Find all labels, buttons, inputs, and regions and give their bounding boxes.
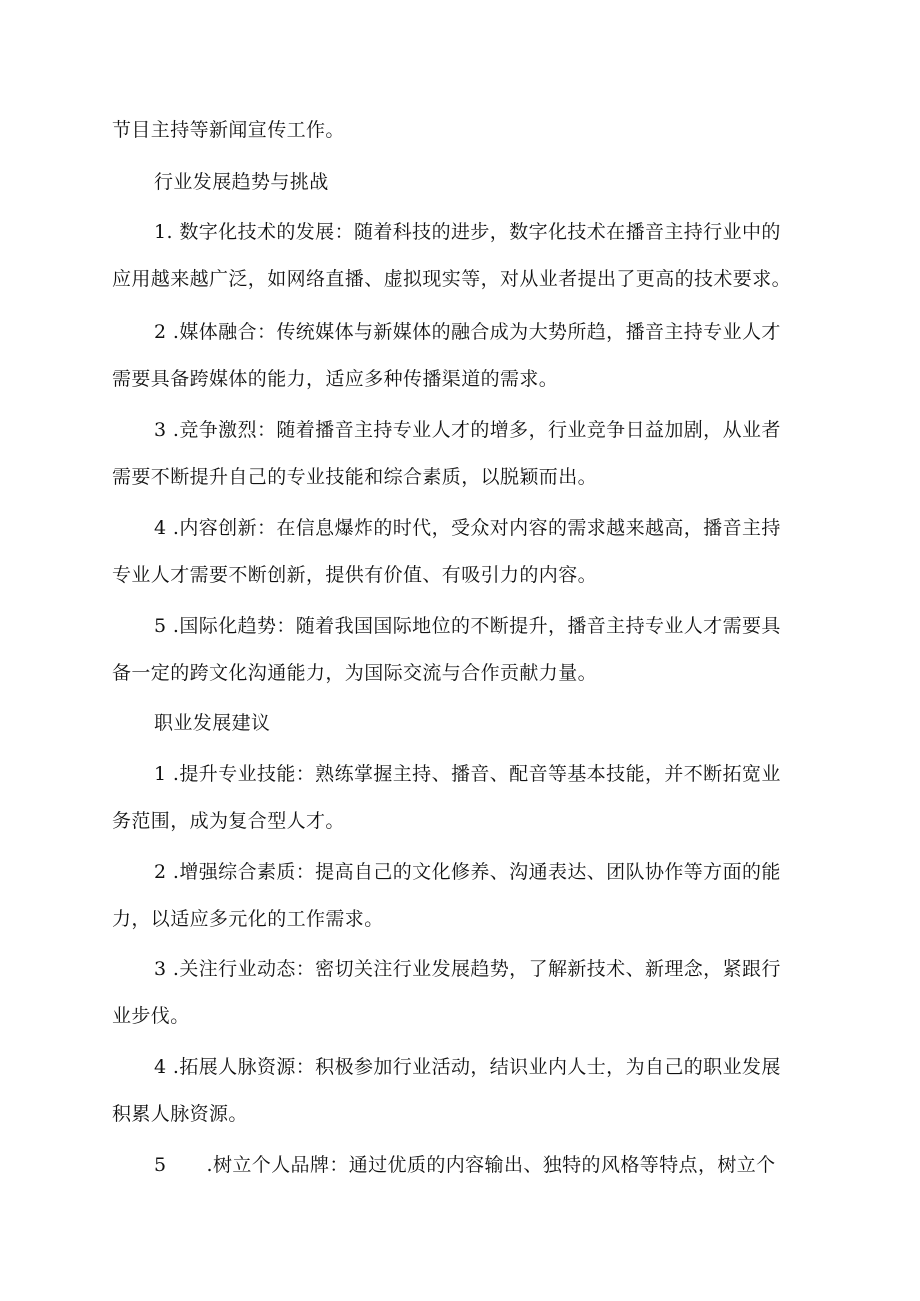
paragraph-line: 备一定的跨文化沟通能力，为国际交流与合作贡献力量。 (112, 662, 598, 684)
section-heading: 职业发展建议 (154, 712, 271, 734)
paragraph-line: 2 .媒体融合：传统媒体与新媒体的融合成为大势所趋，播音主持专业人才 (154, 321, 781, 343)
paragraph-line: 4 .拓展人脉资源：积极参加行业活动，结识业内人士，为自己的职业发展 (154, 1056, 781, 1078)
paragraph-line: 业步伐。 (112, 1005, 190, 1027)
paragraph-line: 1. 数字化技术的发展：随着科技的进步，数字化技术在播音主持行业中的 (154, 221, 781, 243)
paragraph-line: 1 .提升专业技能：熟练掌握主持、播音、配音等基本技能，并不断拓宽业 (154, 763, 781, 785)
item-number: 5 (154, 1154, 167, 1176)
section-heading: 行业发展趋势与挑战 (154, 171, 329, 193)
paragraph-line: 积累人脉资源。 (112, 1103, 248, 1125)
paragraph-line: 4 .内容创新：在信息爆炸的时代，受众对内容的需求越来越高，播音主持 (154, 517, 781, 539)
paragraph-line (154, 1153, 776, 1177)
paragraph-line: 应用越来越广泛，如网络直播、虚拟现实等，对从业者提出了更高的技术要求。 (112, 268, 792, 290)
paragraph-line: 需要不断提升自己的专业技能和综合素质，以脱颖而出。 (112, 466, 598, 488)
item-text: .树立个人品牌：通过优质的内容输出、独特的风格等特点，树立个 (206, 1154, 776, 1176)
paragraph-line: 务范围，成为复合型人才。 (112, 810, 345, 832)
paragraph-line: 需要具备跨媒体的能力，适应多种传播渠道的需求。 (112, 368, 559, 390)
paragraph-line: 3 .关注行业动态：密切关注行业发展趋势，了解新技术、新理念，紧跟行 (154, 958, 781, 980)
paragraph-line: 3 .竞争激烈：随着播音主持专业人才的增多，行业竞争日益加剧，从业者 (154, 419, 781, 441)
paragraph-line: 5 .国际化趋势：随着我国国际地位的不断提升，播音主持专业人才需要具 (154, 615, 781, 637)
paragraph-line: 2 .增强综合素质：提高自己的文化修养、沟通表达、团队协作等方面的能 (154, 861, 781, 883)
paragraph-line: 节目主持等新闻宣传工作。 (112, 119, 345, 141)
paragraph-line: 专业人才需要不断创新，提供有价值、有吸引力的内容。 (112, 564, 598, 586)
paragraph-line: 力，以适应多元化的工作需求。 (112, 908, 384, 930)
